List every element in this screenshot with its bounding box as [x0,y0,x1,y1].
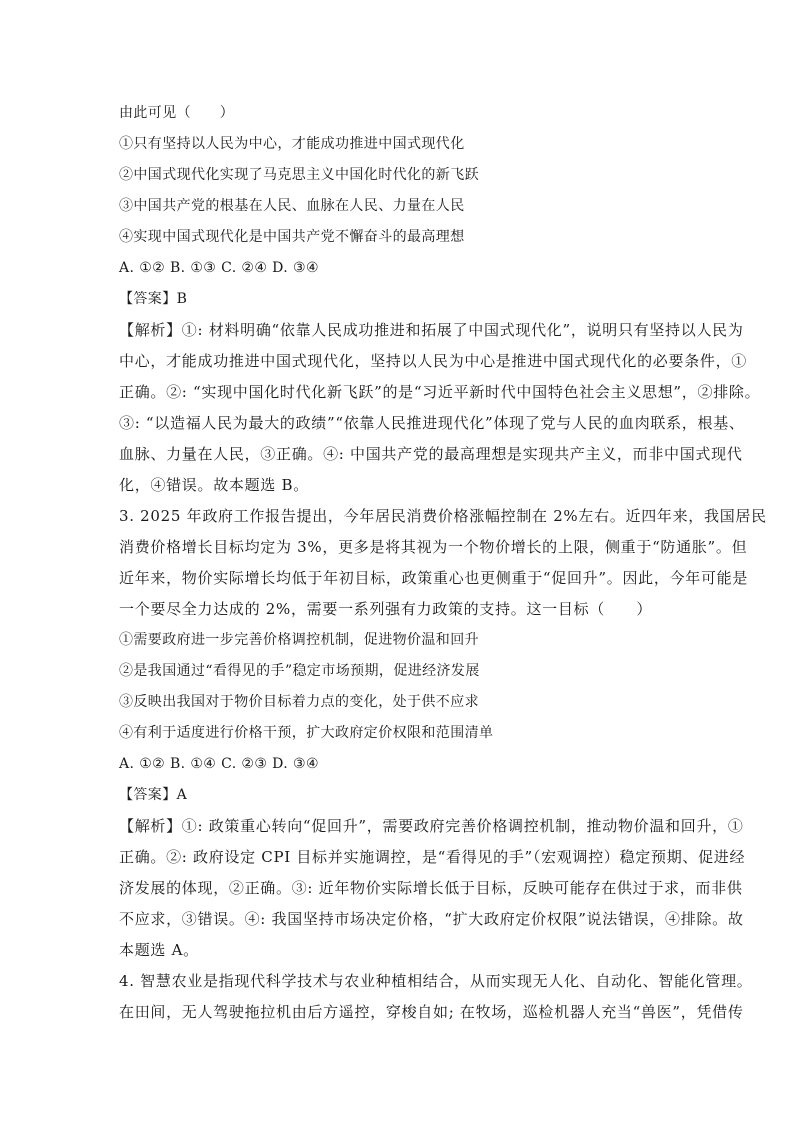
analysis-line: 本题选 A。 [119,941,199,959]
answer-label: 【答案】A [119,787,188,803]
question-4-text: 4. 智慧农业是指现代科学技术与农业种植相结合，从而实现无人化、自动化、智能化管理。 [119,972,753,990]
answer-choices: A. ①② B. ①④ C. ②③ D. ③④ [119,756,319,772]
statement-2: ②中国式现代化实现了马克思主义中国化时代化的新飞跃 [119,167,479,183]
statement-1: ①需要政府进一步完善价格调控机制，促进物价温和回升 [119,632,479,648]
analysis-line: 不应求，③错误。④: 我国坚持市场决定价格，“扩大政府定价权限”说法错误，④排除。故 [119,910,744,928]
statement-2: ②是我国通过“看得见的手”稳定市场预期，促进经济发展 [119,663,480,679]
analysis-line: ③: “以造福人民为最大的政绩”“依靠人民推进现代化”体现了党与人民的血肉联系，根基、 [119,414,745,432]
analysis-line: 【解析】①: 材料明确“依靠人民成功推进和拓展了中国式现代化”，说明只有坚持以人民为 [119,321,744,339]
analysis-line: 血脉、力量在人民，③正确。④: 中国共产党的最高理想是实现共产主义，而非中国式现代 [119,445,743,463]
analysis-line: 【解析】①: 政策重心转向“促回升”，需要政府完善价格调控机制，推动物价温和回升，① [119,817,744,835]
statement-4: ④有利于适度进行价格干预，扩大政府定价权限和范围清单 [119,725,494,741]
analysis-line: 正确。②: 政府设定 CPI 目标并实施调控，是“看得见的手”（宏观调控）稳定预期、促进经 [119,848,746,866]
question-stem-tail: 由此可见（ ） [119,105,235,121]
analysis-line: 中心，才能成功推进中国式现代化，坚持以人民为中心是推进中国式现代化的必要条件，① [119,352,748,370]
question-3-text: 3. 2025 年政府工作报告提出，今年居民消费价格涨幅控制在 2%左右。近四年来，我国居民 [119,507,767,525]
analysis-line: 化，④错误。故本题选 B。 [119,476,309,494]
statement-4: ④实现中国式现代化是中国共产党不懈奋斗的最高理想 [119,229,465,245]
question-3-text: 消费价格增长目标均定为 3%，更多是将其视为一个物价增长的上限，侧重于“防通胀”。但 [119,538,748,556]
statement-1: ①只有坚持以人民为中心，才能成功推进中国式现代化 [119,136,465,152]
statement-3: ③反映出我国对于物价目标着力点的变化，处于供不应求 [119,694,479,710]
question-4-text: 在田间，无人驾驶拖拉机由后方遥控，穿梭自如; 在牧场，巡检机器人充当“兽医”，凭借传 [119,1003,744,1021]
answer-choices: A. ①② B. ①③ C. ②④ D. ③④ [119,260,319,276]
question-3-text: 一个要尽全力达成的 2%，需要一系列强有力政策的支持。这一目标（ ） [119,600,653,618]
statement-3: ③中国共产党的根基在人民、血脉在人民、力量在人民 [119,198,465,214]
analysis-line: 正确。②: “实现中国化时代化新飞跃”的是“习近平新时代中国特色社会主义思想”，②排除。 [119,383,761,401]
answer-label: 【答案】B [119,291,188,307]
analysis-line: 济发展的体现，②正确。③: 近年物价实际增长低于目标，反映可能存在供过于求，而非供 [119,879,743,897]
question-3-text: 近年来，物价实际增长均低于年初目标，政策重心也更侧重于“促回升”。因此，今年可能是 [119,569,749,587]
